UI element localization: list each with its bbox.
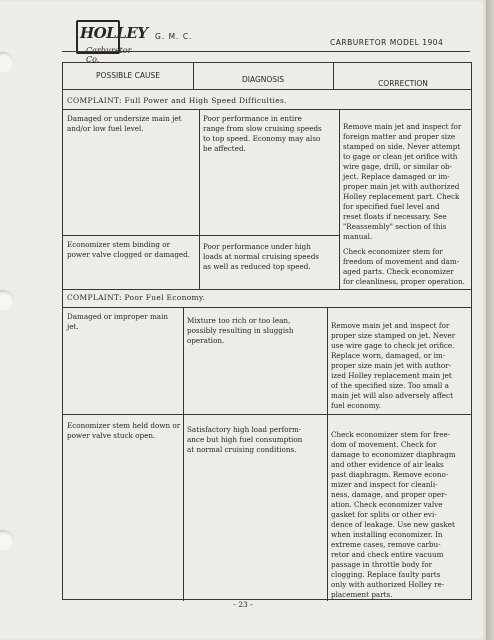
column-divider [199,109,200,289]
diagnosis-cell: Mixture too rich or too lean, possibly resulting in sluggish operation. [187,316,294,345]
header-rule [62,51,470,52]
binder-hole-middle [0,290,14,312]
section-divider [63,289,471,290]
page-edge [486,0,494,640]
diagnosis-cell: Satisfactory high load perform- ance but high fuel consumption at normal cruising conditions. [187,425,303,454]
row-divider [63,307,471,308]
correction-cell: Remove main jet and inspect for proper size stamped on jet. Never use wire gage to check jet orifice. Replace worn, damaged, or im- proper size main jet with author- ized Holley replacement main jet of the specified size. Too small a main jet will also adversely affect fuel economy. [331,321,456,410]
logo-subtitle: Co. [86,55,100,64]
holley-logo [76,20,148,64]
troubleshooting-table [62,62,472,600]
column-header-cause: POSSIBLE CAUSE [96,71,160,80]
column-divider [183,307,184,601]
column-header-correction: CORRECTION [378,79,428,88]
complaint-title: COMPLAINT: Poor Fuel Economy. [67,293,206,302]
correction-cell: Check economizer stem for freedom of movement and dam- aged parts. Check economizer for cleanliness, proper operation. [343,247,465,286]
row-divider [63,414,471,415]
column-header-diagnosis: DIAGNOSIS [241,75,285,84]
cause-cell: Damaged or undersize main jet and/or low fuel level. [67,114,182,133]
cause-cell: Damaged or improper main jet. [67,312,169,331]
correction-cell: Check economizer stem for free- dom of movement. Check for damage to economizer diaphragm and other evidence of air leaks past diaphragm. Remove econo- mizer and inspect for cleanli- ness, damage, and proper oper- ation. Check economizer valve gasket for splits or other evi- dence of leakage. Use new gasket when installing economizer. In extreme cases, remove carbu- retor and check entire vacuum passage in throttle body for clogging. Replace faulty parts only with authorized Holley re- placement parts. [331,430,456,599]
cause-cell: Economizer stem binding or power valve clogged or damaged. [67,240,191,259]
page-number: - 23 - [233,600,253,609]
section-label: G. M. C. [155,32,193,41]
row-divider [63,235,339,236]
diagnosis-cell: Poor performance under high loads at normal cruising speeds as well as reduced top speed. [203,242,319,271]
cause-cell: Economizer stem held down or power valve stuck open. [67,421,181,440]
header-divider [333,63,334,89]
column-divider [327,307,328,601]
binder-hole-top [0,52,14,74]
header-divider [193,63,194,89]
diagnosis-cell: Poor performance in entire range from slow cruising speeds to top speed. Economy may also be affected. [203,114,322,153]
complaint-title: COMPLAINT: Full Power and High Speed Difficulties. [67,96,287,105]
binder-hole-bottom [0,530,14,552]
header-rule [63,89,471,90]
row-divider [63,109,471,110]
correction-cell: Remove main jet and inspect for foreign matter and proper size stamped on side. Never attempt to gage or clean jet orifice with wire gage, drill, or similar ob- ject. Replace damaged or im- proper main jet with authorized Holley replacement part. Check for specified fuel level and reset floats if necessary. See "Reassembly" section of this manual. [343,122,462,241]
logo-word: HOLLEY [80,24,148,42]
page-title: CARBURETOR MODEL 1904 [330,38,444,47]
column-divider [339,109,340,289]
